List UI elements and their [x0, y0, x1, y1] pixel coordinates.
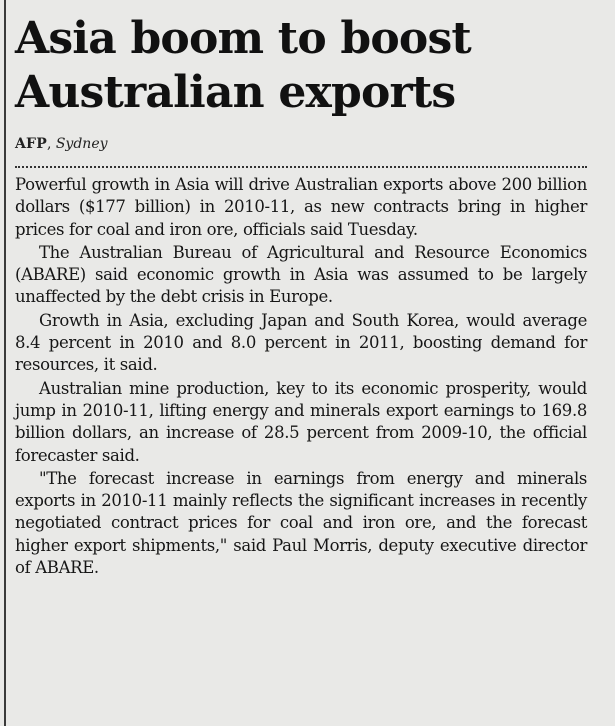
- byline-location: Sydney: [55, 136, 108, 152]
- column-rule: [4, 0, 6, 726]
- paragraph: "The forecast increase in earnings from energy and minerals exports in 2010-11 mainly reflects the significant increases in recently negotiated contract prices for coal and iron ore, and the forecast higher export shipments," said Paul Morris, deputy executive director of ABARE.: [15, 468, 587, 578]
- paragraph: Australian mine production, key to its economic prosperity, would jump in 2010-11, lifting energy and minerals export earnings to 169.8 billion dollars, an increase of 28.5 percent from 2009-10, the official forecaster said.: [15, 378, 587, 465]
- headline: [15, 12, 605, 120]
- paragraph: Powerful growth in Asia will drive Australian exports above 200 billion dollars ($177 billion) in 2010-11, as new contracts bring in higher prices for coal and iron ore, officials said Tuesday.: [15, 175, 587, 239]
- dotted-divider: [15, 166, 587, 168]
- paragraph: Growth in Asia, excluding Japan and South Korea, would average 8.4 percent in 2010 and 8.0 percent in 2011, boosting demand for resources, it said.: [15, 310, 587, 375]
- news-article: [15, 12, 605, 580]
- paragraph: The Australian Bureau of Agricultural and Resource Economics (ABARE) said economic growth in Asia was assumed to be largely unaffected by the debt crisis in Europe.: [15, 242, 587, 307]
- headline-line-1: Asia boom to boost: [15, 13, 471, 64]
- headline-line-2: Australian exports: [15, 67, 456, 118]
- article-body: [15, 174, 587, 579]
- byline-separator: ,: [46, 136, 56, 152]
- byline-agency: AFP: [15, 136, 47, 152]
- byline: [15, 135, 605, 153]
